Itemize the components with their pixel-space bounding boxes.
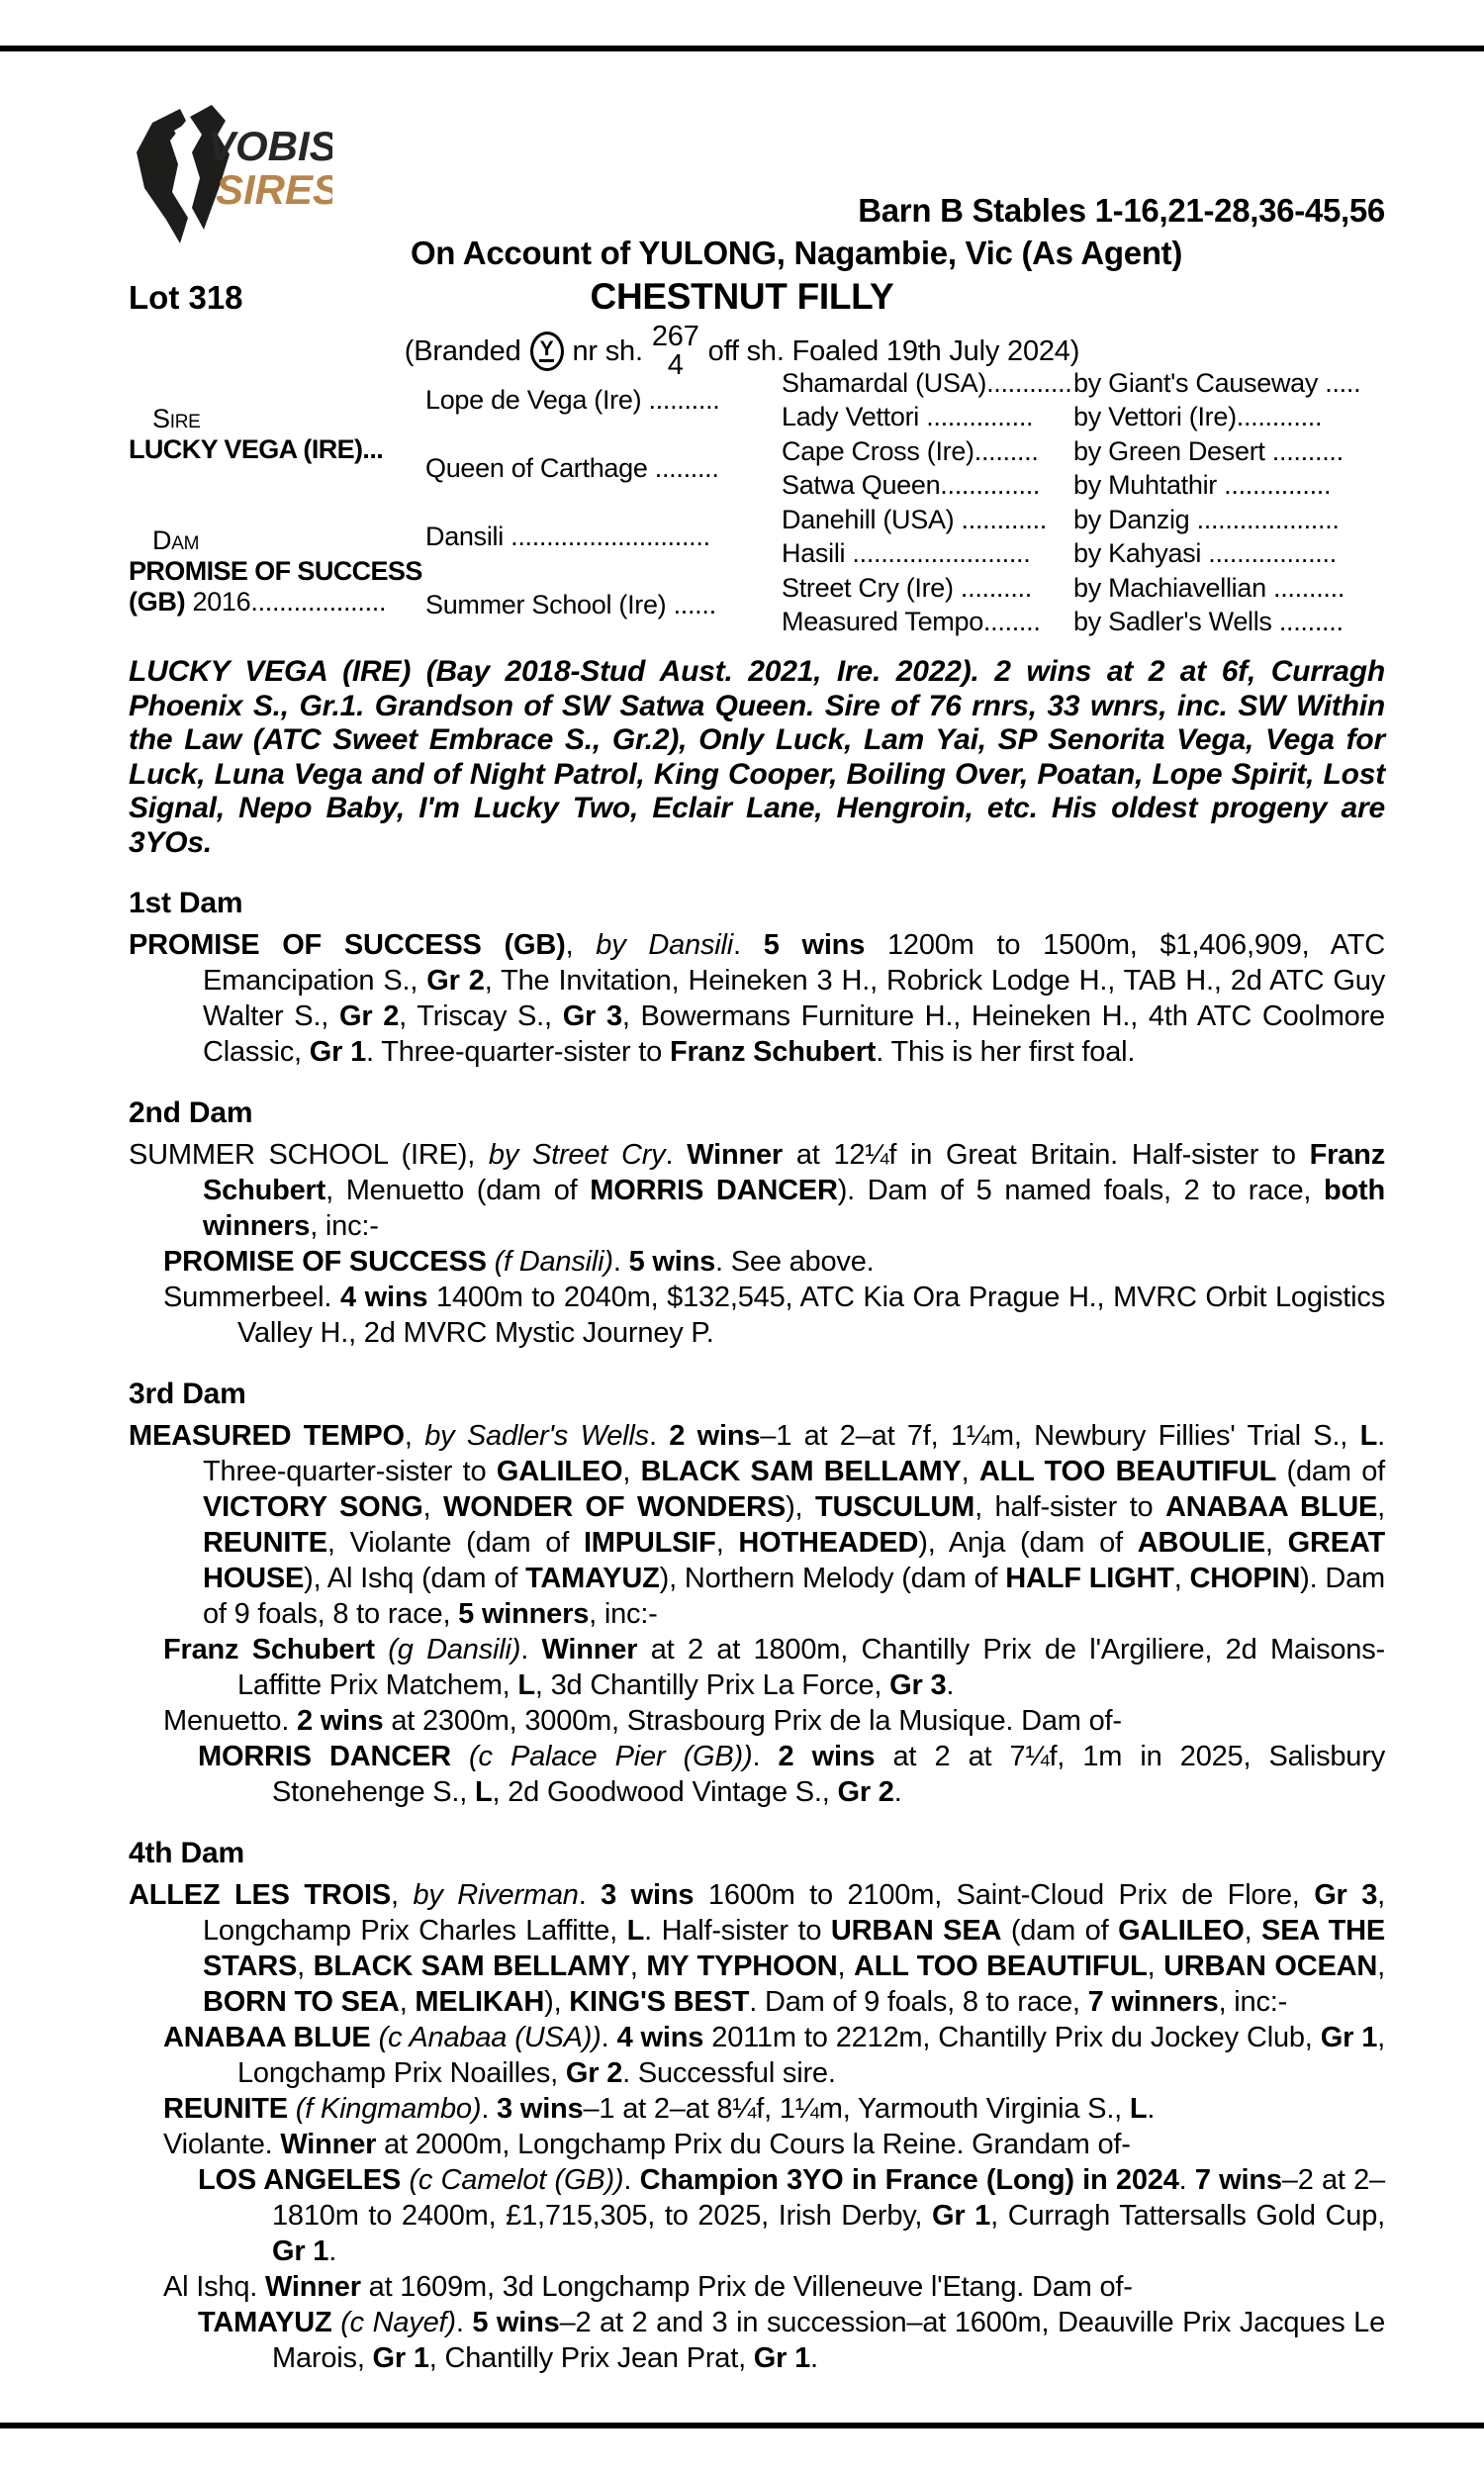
- vobis-sires-logo: [125, 101, 332, 251]
- bottom-rule: [0, 2423, 1484, 2428]
- dam-sections: [129, 886, 1385, 2376]
- ancestor-row: [782, 503, 1385, 537]
- dam-heading-3: 3rd Dam: [129, 1378, 246, 1410]
- pedigree-paragraph: Franz Schubert (g Dansili). Winner at 2 at 1800m, Chantilly Prix de l'Argiliere, 2d Maisons-Laffitte Prix Matchem, L, 3d Chantilly Prix La Force, Gr 3.: [163, 1634, 1385, 1701]
- grandparent: Summer School (Ire) ......: [425, 590, 716, 619]
- branded-prefix: (Branded: [404, 334, 521, 367]
- pedigree-paragraph: PROMISE OF SUCCESS (f Dansili). 5 wins. See above.: [163, 1246, 875, 1278]
- dam-heading-4: 4th Dam: [129, 1837, 244, 1869]
- branded-near-side: nr sh.: [572, 334, 643, 367]
- page-title: CHESTNUT FILLY: [590, 276, 894, 317]
- ancestor-name: Hasili .........................: [782, 538, 1031, 569]
- grandparent: Queen of Carthage .........: [425, 453, 719, 483]
- logo-line2: SIRES: [216, 166, 332, 213]
- dam-label: Dam: [152, 524, 200, 555]
- lot-number: Lot 318: [129, 279, 243, 316]
- ancestor-name: Danehill (USA) ............: [782, 504, 1047, 534]
- ancestor-by: by Giant's Causeway .....: [1073, 367, 1361, 398]
- ancestor-by: by Vettori (Ire)............: [1073, 402, 1323, 432]
- ancestor-row: [782, 366, 1385, 401]
- grandparent: Dansili ............................: [425, 522, 710, 551]
- pedigree-paragraph: Menuetto. 2 wins at 2300m, 3000m, Strasbourg Prix de la Musique. Dam of-: [163, 1705, 1122, 1737]
- ancestor-name: Satwa Queen..............: [782, 470, 1041, 501]
- pedigree-paragraph: ALLEZ LES TROIS, by Riverman. 3 wins 1600m to 2100m, Saint-Cloud Prix de Flore, Gr 3, Longchamp Prix Charles Laffitte, L. Half-sister to URBAN SEA (dam of GALILEO, SEA THE STARS, BLACK SAM BELLAMY, MY TYPHOON, ALL TOO BEAUTIFUL, URBAN OCEAN, BORN TO SEA, MELIKAH), KING'S BEST. Dam of 9 foals, 8 to race, 7 winners, inc:-: [129, 1879, 1385, 2018]
- pedigree-table: [129, 366, 1385, 639]
- horse-rider-icon: [125, 101, 332, 251]
- pedigree-paragraph: TAMAYUZ (c Nayef). 5 wins–2 at 2 and 3 in succession–at 1600m, Deauville Prix Jacques Le Marois, Gr 1, Chantilly Prix Jean Prat, Gr 1.: [198, 2307, 1385, 2374]
- sire-label: Sire: [152, 404, 201, 433]
- ancestor-by: by Kahyasi ..................: [1073, 538, 1337, 569]
- ancestor-row: [782, 401, 1385, 435]
- ancestor-name: Shamardal (USA)............: [782, 367, 1072, 398]
- sire-name: LUCKY VEGA (IRE)...: [129, 434, 384, 464]
- ancestor-name: Lady Vettori ...............: [782, 402, 1034, 432]
- pedigree-paragraph: Violante. Winner at 2000m, Longchamp Prix du Cours la Reine. Grandam of-: [163, 2129, 1131, 2160]
- ancestor-row: [782, 434, 1385, 469]
- sire-summary-paragraph: LUCKY VEGA (IRE) (Bay 2018-Stud Aust. 2021, Ire. 2022). 2 wins at 2 at 6f, Curragh Phoenix S., Gr.1. Grandson of SW Satwa Queen. Sire of 76 rnrs, 33 wnrs, inc. SW Within the Law (ATC Sweet Embrace S., Gr.2), Only Luck, Lam Yai, SP Senorita Vega, Vega for Luck, Luna Vega and of Night Patrol, King Cooper, Boiling Over, Poatan, Lope Spirit, Lost Signal, Nepo Baby, I'm Lucky Two, Eclair Lane, Hengroin, etc. His oldest progeny are 3YOs.: [129, 655, 1385, 859]
- pedigree-paragraph: MEASURED TEMPO, by Sadler's Wells. 2 wins–1 at 2–at 7f, 1¼m, Newbury Fillies' Trial S., L. Three-quarter-sister to GALILEO, BLACK SAM BELLAMY, ALL TOO BEAUTIFUL (dam of VICTORY SONG, WONDER OF WONDERS), TUSCULUM, half-sister to ANABAA BLUE, REUNITE, Violante (dam of IMPULSIF, HOTHEADED), Anja (dam of ABOULIE, GREAT HOUSE), Al Ishq (dam of TAMAYUZ), Northern Melody (dam of HALF LIGHT, CHOPIN). Dam of 9 foals, 8 to race, 5 winners, inc:-: [129, 1420, 1386, 1630]
- ancestor-name: Cape Cross (Ire).........: [782, 435, 1039, 466]
- ancestor-by: by Muhtathir ...............: [1073, 470, 1332, 501]
- branded-suffix: off sh. Foaled 19th July 2024): [707, 334, 1080, 367]
- catalogue-body: [129, 643, 1385, 2376]
- dam-cell: [129, 503, 425, 639]
- sire-cell: [129, 366, 425, 503]
- ancestor-by: by Green Desert ..........: [1073, 435, 1344, 466]
- ancestor-row: [782, 469, 1385, 504]
- pedigree-paragraph: PROMISE OF SUCCESS (GB), by Dansili. 5 wins 1200m to 1500m, $1,406,909, ATC Emancipation S., Gr 2, The Invitation, Heineken 3 H., Robrick Lodge H., TAB H., 2d ATC Guy Walter S., Gr 2, Triscay S., Gr 3, Bowermans Furniture H., Heineken H., 4th ATC Coolmore Classic, Gr 1. Three-quarter-sister to Franz Schubert. This is her first foal.: [129, 929, 1386, 1068]
- dam-name: PROMISE OF SUCCESS: [129, 555, 422, 586]
- pedigree-paragraph: MORRIS DANCER (c Palace Pier (GB)). 2 wins at 2 at 7¼f, 1m in 2025, Salisbury Stonehenge S., L, 2d Goodwood Vintage S., Gr 2.: [198, 1741, 1385, 1808]
- brand-number-bottom: 4: [667, 349, 684, 381]
- ancestor-by: by Sadler's Wells .........: [1073, 607, 1344, 637]
- ancestor-row: [782, 537, 1385, 572]
- pedigree-paragraph: REUNITE (f Kingmambo). 3 wins–1 at 2–at 8¼f, 1¼m, Yarmouth Virginia S., L.: [163, 2093, 1156, 2125]
- vendor-account-line: On Account of YULONG, Nagambie, Vic (As Agent): [410, 235, 1183, 271]
- ancestor-name: Measured Tempo........: [782, 607, 1041, 637]
- ancestor-by: by Machiavellian ..........: [1073, 572, 1345, 603]
- pedigree-paragraph: LOS ANGELES (c Camelot (GB)). Champion 3YO in France (Long) in 2024. 7 wins–2 at 2–1810m to 2400m, £1,715,305, to 2025, Irish Derby, Gr 1, Curragh Tattersalls Gold Cup, Gr 1.: [198, 2164, 1385, 2267]
- ancestor-name: Street Cry (Ire) ..........: [782, 572, 1032, 603]
- grandparent: Lope de Vega (Ire) ..........: [425, 385, 720, 415]
- brand-mark-icon: Y: [530, 332, 564, 371]
- logo-line1: VOBIS: [208, 123, 332, 169]
- dam-name-line2: (GB) 2016...................: [129, 586, 387, 617]
- brand-number-top: 267: [651, 321, 699, 352]
- ancestor-by: by Danzig ....................: [1073, 504, 1340, 534]
- pedigree-paragraph: Summerbeel. 4 wins 1400m to 2040m, $132,545, ATC Kia Ora Prague H., MVRC Orbit Logistics Valley H., 2d MVRC Mystic Journey P.: [163, 1282, 1385, 1349]
- pedigree-paragraph: Al Ishq. Winner at 1609m, 3d Longchamp Prix de Villeneuve l'Etang. Dam of-: [163, 2271, 1133, 2303]
- barn-stables-line: Barn B Stables 1-16,21-28,36-45,56: [858, 192, 1385, 229]
- top-rule: [0, 46, 1484, 51]
- pedigree-generation-1: [129, 366, 425, 639]
- dam-heading-1: 1st Dam: [129, 887, 243, 919]
- pedigree-generation-2: [425, 366, 782, 639]
- pedigree-paragraph: ANABAA BLUE (c Anabaa (USA)). 4 wins 2011m to 2212m, Chantilly Prix du Jockey Club, Gr 1, Longchamp Prix Noailles, Gr 2. Successful sire.: [163, 2022, 1386, 2089]
- pedigree-paragraph: SUMMER SCHOOL (IRE), by Street Cry. Winner at 12¼f in Great Britain. Half-sister to Franz Schubert, Menuetto (dam of MORRIS DANCER). Dam of 5 named foals, 2 to race, both winners, inc:-: [129, 1139, 1386, 1242]
- pedigree-generation-3: [782, 366, 1385, 639]
- dam-heading-2: 2nd Dam: [129, 1096, 253, 1129]
- ancestor-row: [782, 571, 1385, 606]
- ancestor-row: [782, 606, 1385, 640]
